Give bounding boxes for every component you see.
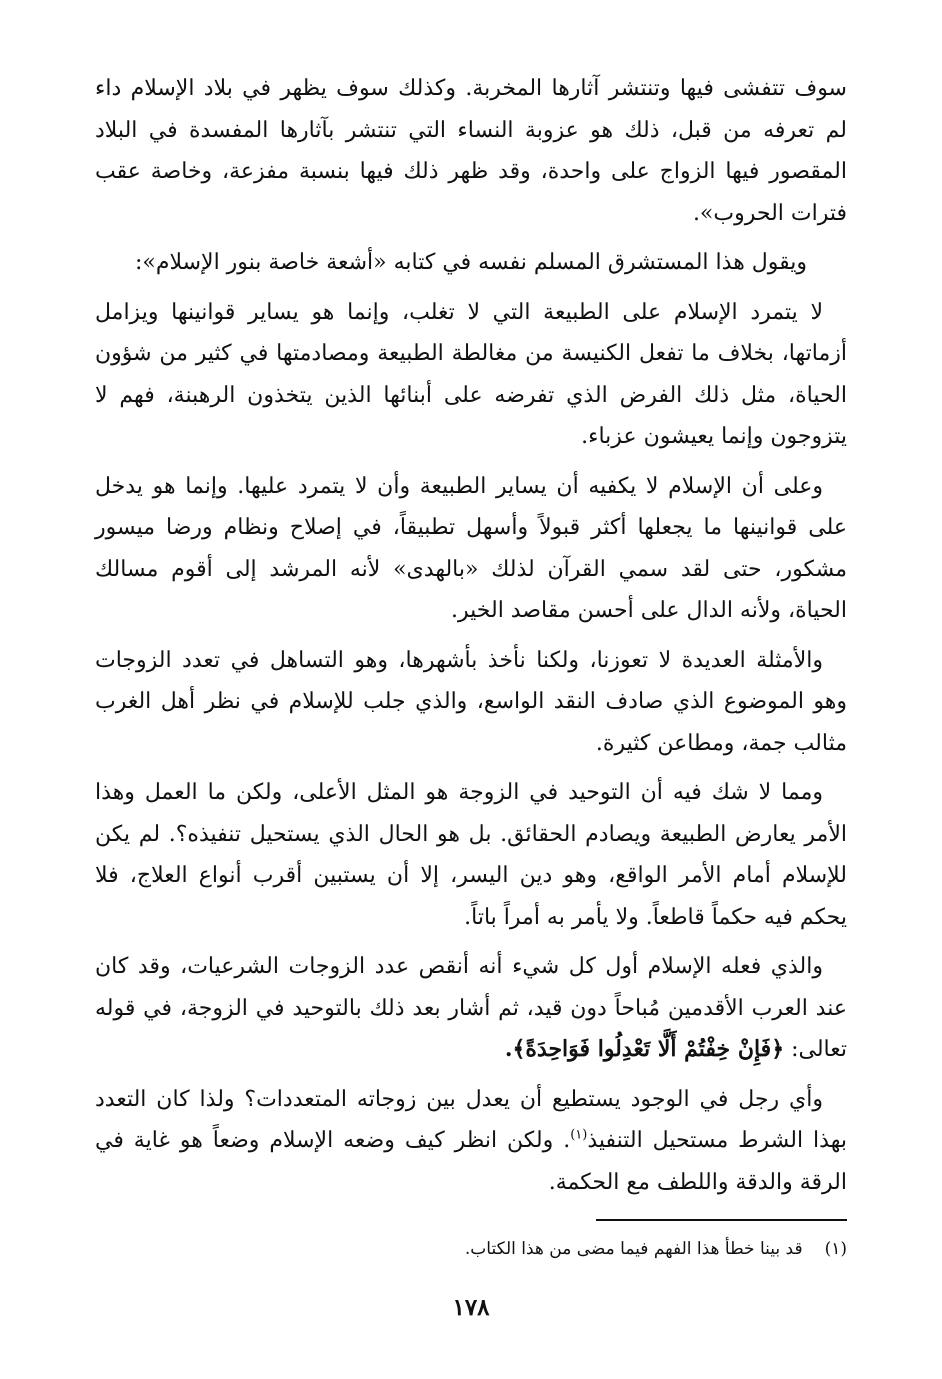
footnote-reference: (١) <box>570 1127 588 1143</box>
paragraph-7-text: والذي فعله الإسلام أول كل شيء أنه أنقص عدد الزوجات الشرعيات، وقد كان عند العرب الأقدمين مُباحاً دون قيد، ثم أشار بعد ذلك بالتوحيد في الزوجة، في قوله تعالى: <box>95 954 847 1062</box>
quran-verse: ﴿فَإِنْ خِفْتُمْ أَلَّا تَعْدِلُوا فَوَاحِدَةً﴾. <box>504 1036 785 1062</box>
footnote <box>380 1232 847 1266</box>
paragraph-5: والأمثلة العديدة لا تعوزنا، ولكنا نأخذ بأشهرها، وهو التساهل في تعدد الزوجات وهو الموضوع الذي صادف النقد الواسع، والذي جلب للإسلام في نظر أهل الغرب مثالب جمة، ومطاعن كثيرة. <box>95 647 847 756</box>
footnote-number: (١) <box>824 1239 847 1259</box>
paragraph-8 <box>95 1079 847 1204</box>
paragraph-8-text: وأي رجل في الوجود يستطيع أن يعدل بين زوجاته المتعددات؟ ولذا كان التعدد بهذا الشرط مستحيل التنفيذ <box>95 1086 847 1153</box>
paragraph-8-after: . ولكن انظر كيف وضعه الإسلام وضعاً هو غاية في الرقة والدقة واللطف مع الحكمة. <box>95 1128 847 1195</box>
footnote-text: قد بينا خطأ هذا الفهم فيما مضى من هذا الكتاب. <box>464 1239 803 1259</box>
paragraph-2-citation: ويقول هذا المستشرق المسلم نفسه في كتابه «أشعة خاصة بنور الإسلام»: <box>134 250 808 275</box>
footnote-divider <box>596 1219 847 1221</box>
paragraph-6: ومما لا شك فيه أن التوحيد في الزوجة هو المثل الأعلى، ولكن ما العمل وهذا الأمر يعارض الطبيعة ويصادم الحقائق. بل هو الحال الذي يستحيل تنفيذه؟. لم يكن للإسلام أمام الأمر الواقع، وهو دين اليسر، إلا أن يستبين أقرب أنواع العلاج، فلا يحكم فيه حكماً قاطعاً. ولا يأمر به أمراً باتاً. <box>95 780 847 930</box>
page-number: ١٧٨ <box>452 1294 490 1321</box>
paragraph-7 <box>95 946 847 1071</box>
paragraph-3: لا يتمرد الإسلام على الطبيعة التي لا تغلب، وإنما هو يساير قوانينها ويزامل أزماتها، بخلاف ما تفعل الكنيسة من مغالطة الطبيعة ومصادمتها في كثير من شؤون الحياة، مثل ذلك الفرض الذي تفرضه على أبنائها الذين يتخذون الرهبنة، فهم لا يتزوجون وإنما يعيشون عزباء. <box>95 299 847 449</box>
paragraph-4: وعلى أن الإسلام لا يكفيه أن يساير الطبيعة وأن لا يتمرد عليها. وإنما هو يدخل على قوانينها ما يجعلها أكثر قبولاً وأسهل تطبيقاً، في إصلاح ونظام ورضا ميسور مشكور، حتى لقد سمي القرآن لذلك «بالهدى» لأنه المرشد إلى أقوم مسالك الحياة، ولأنه الدال على أحسن مقاصد الخير. <box>95 473 847 623</box>
page-body <box>95 68 847 1211</box>
paragraph-1: سوف تتفشى فيها وتنتشر آثارها المخربة. وكذلك سوف يظهر في بلاد الإسلام داء لم تعرفه من قبل، ذلك هو عزوبة النساء التي تنتشر بآثارها المفسدة في البلاد المقصور فيها الزواج على واحدة، وقد ظهر ذلك فيها بنسبة مفزعة، وخاصة عقب فترات الحروب». <box>95 76 847 226</box>
